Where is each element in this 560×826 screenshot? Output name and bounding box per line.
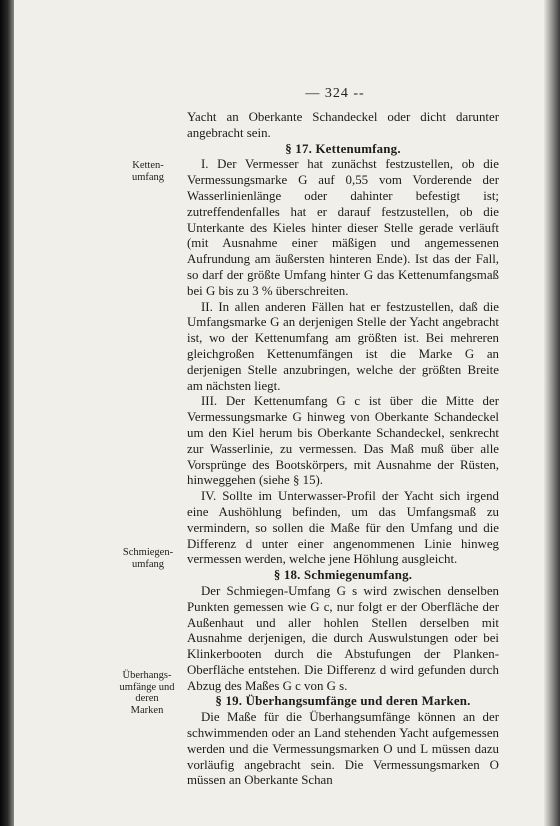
margin-note-ueberhang xyxy=(117,670,177,716)
binding-gutter xyxy=(0,0,14,826)
section-19-paragraph-1: Die Maße für die Überhangsumfänge können an der schwimmenden oder an Land stehenden Yacht aufgemessen werden und die Vermessungsmarken O und L müssen dazu vorläufig angebracht sein. Die Vermessungsmarken O müssen an Oberkante Schan xyxy=(187,710,499,788)
margin-note-kettenumfang xyxy=(118,160,178,183)
page-number: — 324 -- xyxy=(305,86,365,101)
page-edge-shadow xyxy=(544,0,560,826)
margin-note-text: Ketten- umfang xyxy=(131,160,165,183)
section-19-heading: § 19. Überhangsumfänge und deren Marken. xyxy=(215,694,471,709)
section-17-paragraph-2: II. In allen anderen Fällen hat er festzustellen, daß die Umfangsmarke G an derjenigen Stelle der Yacht angebracht ist, wo der Kettenumfang am größten ist. Bei mehreren gleichgroßen Kettenumfängen ist die Marke G an derjenigen Stelle anzubringen, welche der größten Breite am nächsten liegt. xyxy=(187,299,499,393)
section-18-heading: § 18. Schmiegenumfang. xyxy=(273,568,413,583)
margin-note-schmiegenumfang xyxy=(118,547,178,570)
section-17-paragraph-3: III. Der Kettenumfang G c ist über die Mitte der Vermessungsmarke G hinweg von Oberkante Schandeckel um den Kiel herum bis Oberkante Schandeckel, senkrecht zur Wasserlinie, zu vermessen. Das Maß muß über alle Vorsprünge des Bootskörpers, mit Ausnahme der Rüsten, hinweggehen (siehe § 15). xyxy=(187,394,499,488)
section-17-paragraph-4: IV. Sollte im Unterwasser-Profil der Yacht sich irgend eine Aushöhlung befinden, um das Umfangsmaß zu vermindern, so sollen die Maße für den Umfang und die Differenz d unter einer angenommenen Linie hinweg vermessen werden, welche jene Höhlung ausgleicht. xyxy=(187,489,499,567)
section-18-paragraph-1: Der Schmiegen-Umfang G s wird zwischen denselben Punkten gemessen wie G c, nur folgt er der Oberfläche der Außenhaut und aller hohlen Stellen derselben mit Ausnahme derjenigen, die durch Auswulstungen oder bei Klinkerbooten durch die Abstufungen der Planken-Oberfläche entstehen. Die Differenz d wird gefunden durch Abzug des Maßes G c von G s. xyxy=(187,583,499,693)
body-text xyxy=(187,110,499,789)
margin-note-text: Überhangs- umfänge und deren Marken xyxy=(119,670,175,716)
margin-note-text: Schmiegen- umfang xyxy=(122,547,174,570)
section-17-paragraph-1: I. Der Vermesser hat zunächst festzustellen, ob die Vermessungsmarke G auf 0,55 vom Vorderende der Wasserlinienlänge oder dahinter befestigt ist; zutreffendenfalles hat er darauf festzustellen, ob die Unterkante des Kieles hinter dieser Stelle gerade verläuft (mit Ausnahme einer mäßigen und angemessenen Aufrundung am äußersten hinteren Ende). Ist das der Fall, so darf der größte Umfang hinter G das Kettenumfangsmaß bei G bis zu 3 % überschreiten. xyxy=(187,157,499,298)
intro-paragraph: Yacht an Oberkante Schandeckel oder dicht darunter angebracht sein. xyxy=(187,110,499,140)
section-17-heading: § 17. Kettenumfang. xyxy=(285,141,401,156)
